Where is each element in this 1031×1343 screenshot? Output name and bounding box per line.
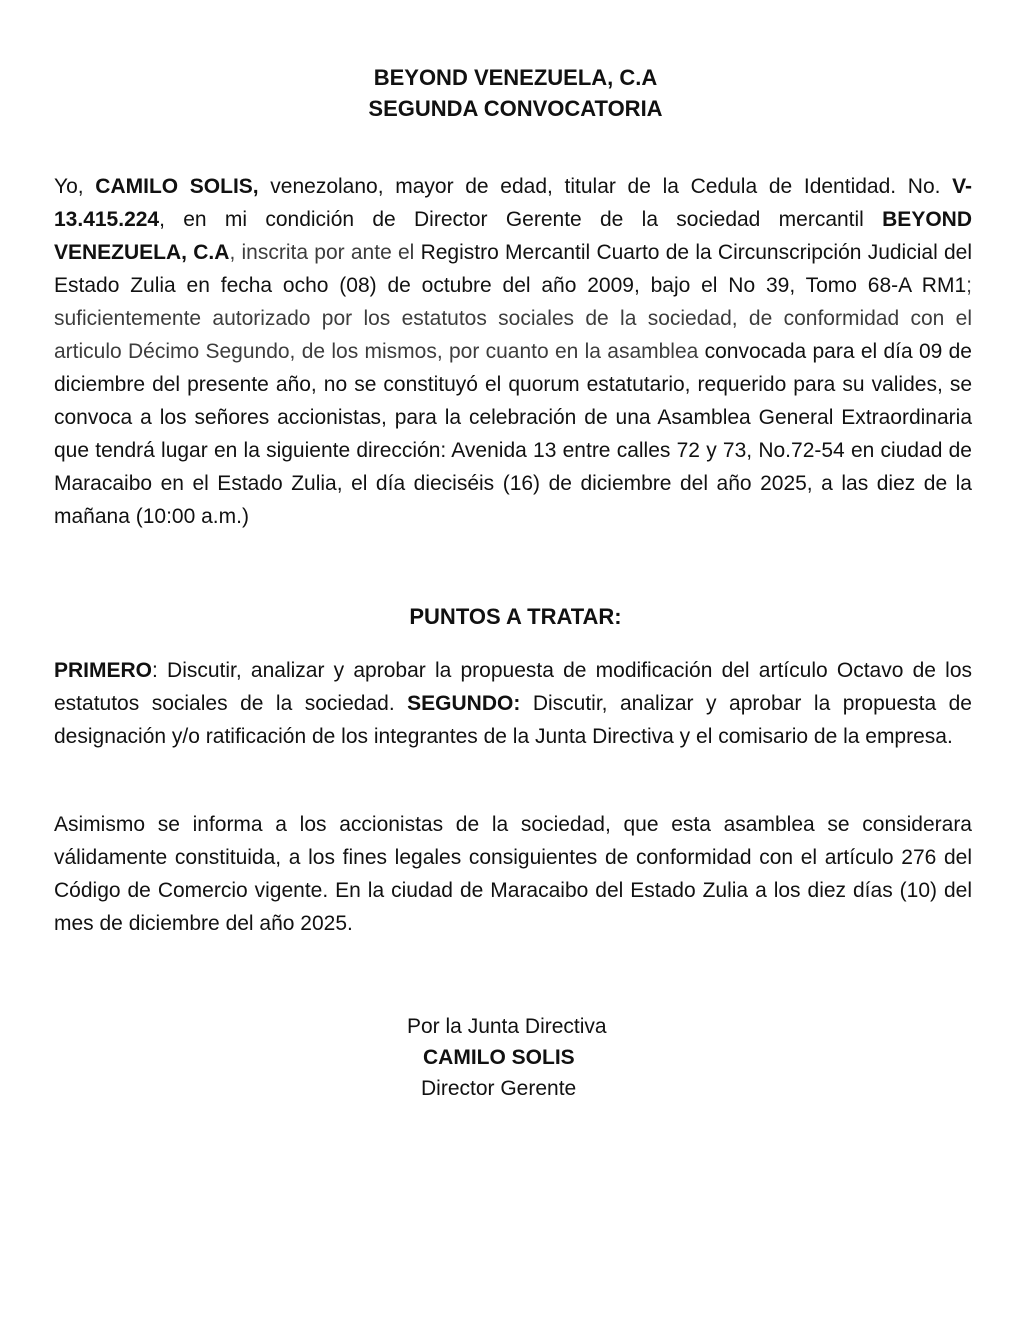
id-number: V-13.415.224	[54, 175, 972, 231]
intro-text-7: convocada para el día 09 de diciembre del presente año, no se constituyó el quorum estatutario, requerido para su valides, se convoca a los señores accionistas, para la celebración de una Asamblea General Extraordinaria que tendrá lugar en la siguiente dirección: Avenida 13 entre calles 72 y 73, No.72-54 en ciudad de Maracaibo en el Estado Zulia, el día dieciséis (16) de diciembre del año 2025, a las diez de la mañana (10:00 a.m.)	[54, 340, 972, 528]
convocation-title: SEGUNDA CONVOCATORIA	[368, 96, 663, 121]
intro-text-6: ; suficientemente autorizado por los estatutos sociales de la sociedad, de conformidad con el articulo Décimo Segundo, de los mismos, por cuanto en la asamblea	[54, 274, 972, 363]
signature-block	[407, 1011, 607, 1104]
intro-text-4: , inscrita por ante el	[229, 241, 421, 264]
first-point-text: : Discutir, analizar y aprobar la propuesta de modificación del artículo Octavo de los estatutos sociales de la sociedad.	[54, 659, 972, 715]
intro-text-2: venezolano, mayor de edad, titular de la Cedula de Identidad. No.	[258, 175, 953, 198]
company-title: BEYOND VENEZUELA, C.A	[373, 65, 658, 90]
director-name: CAMILO SOLIS,	[95, 175, 259, 198]
signature-line: Por la Junta Directiva	[407, 1015, 607, 1038]
company-name-inline: BEYOND VENEZUELA, C.A	[54, 208, 972, 264]
document-header	[0, 62, 1031, 124]
signatory-name: CAMILO SOLIS	[423, 1046, 575, 1069]
points-paragraph	[54, 654, 972, 753]
signatory-role: Director Gerente	[421, 1077, 577, 1100]
points-heading: PUNTOS A TRATAR:	[409, 604, 622, 629]
second-point-label: SEGUNDO:	[407, 692, 521, 715]
intro-paragraph	[54, 170, 972, 533]
first-point-label: PRIMERO	[54, 659, 153, 682]
second-point-text: Discutir, analizar y aprobar la propuesta de designación y/o ratificación de los integrantes de la Junta Directiva y el comisario de la empresa.	[54, 692, 972, 748]
intro-text-5: Registro Mercantil Cuarto de la Circunscripción Judicial del Estado Zulia en fecha ocho (08) de octubre del año 2009, bajo el No 39, Tomo 68-A RM1	[54, 241, 973, 297]
closing-paragraph: Asimismo se informa a los accionistas de la sociedad, que esta asamblea se considerara válidamente constituida, a los fines legales consiguientes de conformidad con el artículo 276 del Código de Comercio vigente. En la ciudad de Maracaibo del Estado Zulia a los diez días (10) del mes de diciembre del año 2025.	[54, 813, 972, 935]
intro-text-3: , en mi condición de Director Gerente de la sociedad mercantil	[159, 208, 883, 231]
intro-text-1: Yo,	[54, 175, 96, 198]
